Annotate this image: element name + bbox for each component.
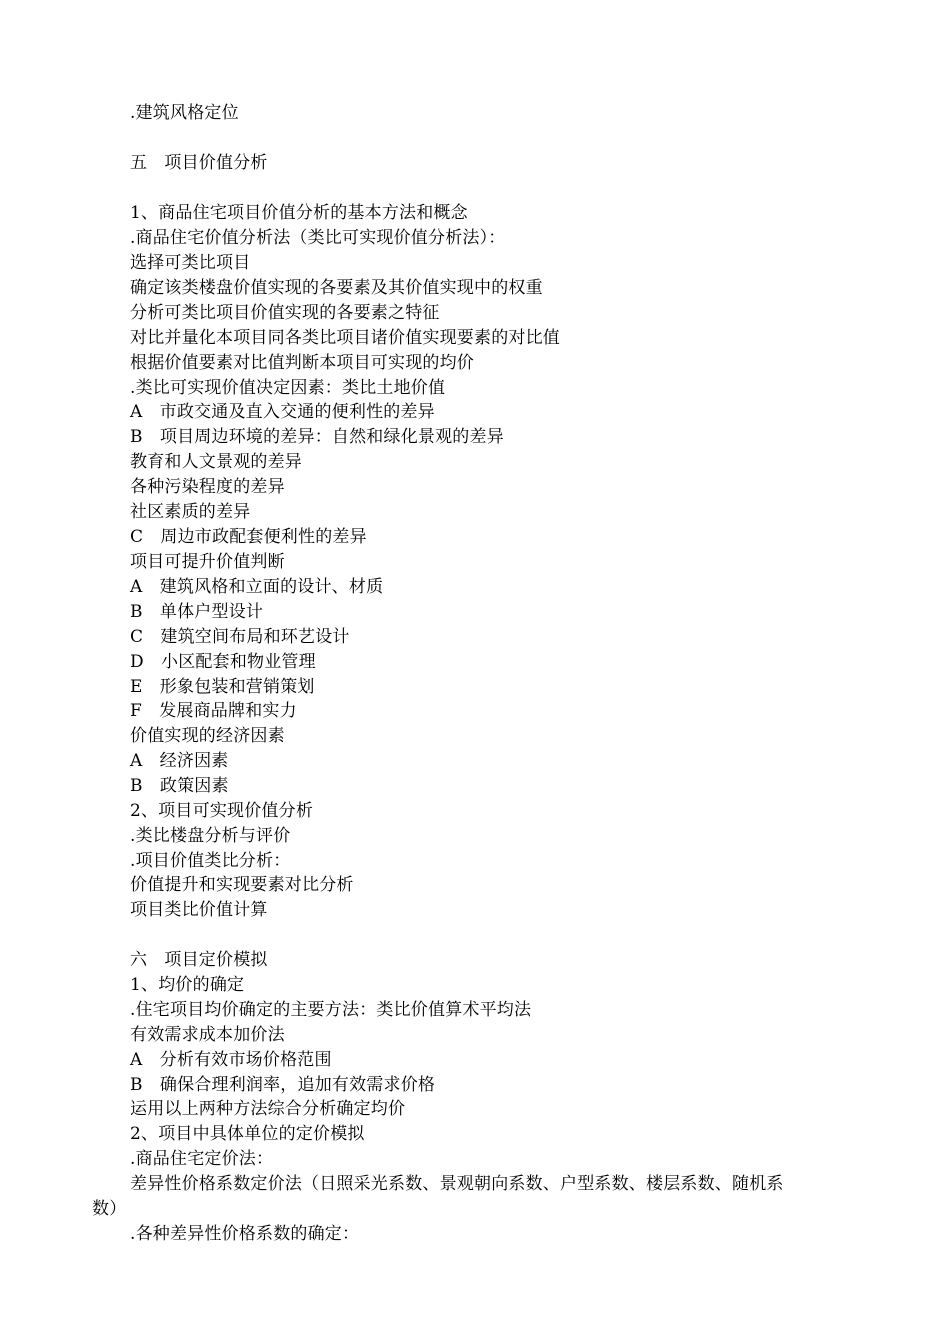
subsection-heading: 1、均价的确定	[130, 975, 245, 995]
text-line: 价值提升和实现要素对比分析	[130, 875, 354, 895]
text-line: 社区素质的差异	[130, 502, 251, 522]
text-line: .类比楼盘分析与评价	[130, 826, 291, 846]
subsection-heading: 2、项目中具体单位的定价模拟	[130, 1124, 365, 1144]
text-line: 确定该类楼盘价值实现的各要素及其价值实现中的权重	[130, 278, 543, 298]
subsection-heading: 1、商品住宅项目价值分析的基本方法和概念	[130, 203, 468, 223]
text-line: 运用以上两种方法综合分析确定均价	[130, 1099, 406, 1119]
text-line: 项目类比价值计算	[130, 900, 268, 920]
section-heading: 五 项目价值分析	[130, 153, 268, 173]
text-line: E 形象包装和营销策划	[130, 677, 315, 697]
text-line: 根据价值要素对比值判断本项目可实现的均价	[130, 353, 474, 373]
text-line: 对比并量化本项目同各类比项目诸价值实现要素的对比值	[130, 328, 560, 348]
text-line: 项目可提升价值判断	[130, 552, 285, 572]
text-line: B 单体户型设计	[130, 602, 264, 622]
text-line: .商品住宅定价法：	[130, 1149, 274, 1169]
text-line: .各种差异性价格系数的确定：	[130, 1224, 360, 1244]
text-line: A 经济因素	[130, 751, 229, 771]
section-heading: 六 项目定价模拟	[130, 950, 268, 970]
text-line: 教育和人文景观的差异	[130, 452, 302, 472]
text-line: A 分析有效市场价格范围	[130, 1050, 332, 1070]
text-line: .住宅项目均价确定的主要方法：类比价值算术平均法	[130, 1000, 532, 1020]
text-line: 选择可类比项目	[130, 253, 251, 273]
subsection-heading: 2、项目可实现价值分析	[130, 801, 314, 821]
text-line: C 建筑空间布局和环艺设计	[130, 627, 350, 647]
text-line: 各种污染程度的差异	[130, 477, 285, 497]
text-line: A 市政交通及直入交通的便利性的差异	[130, 402, 435, 422]
text-line: D 小区配套和物业管理	[130, 652, 316, 672]
text-line: B 项目周边环境的差异：自然和绿化景观的差异	[130, 427, 504, 447]
text-line: .类比可实现价值决定因素：类比土地价值	[130, 378, 446, 398]
text-line: 分析可类比项目价值实现的各要素之特征	[130, 303, 440, 323]
text-line: 差异性价格系数定价法（日照采光系数、景观朝向系数、户型系数、楼层系数、随机系	[130, 1174, 784, 1194]
text-line: .建筑风格定位	[130, 103, 239, 123]
text-line: 价值实现的经济因素	[130, 726, 285, 746]
text-line: 数）	[92, 1199, 127, 1219]
text-line: B 确保合理利润率，追加有效需求价格	[130, 1075, 436, 1095]
text-line: .商品住宅价值分析法（类比可实现价值分析法）：	[130, 228, 506, 248]
text-line: C 周边市政配套便利性的差异	[130, 527, 367, 547]
text-line: B 政策因素	[130, 776, 229, 796]
text-line: A 建筑风格和立面的设计、材质	[130, 577, 384, 597]
text-line: .项目价值类比分析：	[130, 851, 291, 871]
text-line: F 发展商品牌和实力	[130, 701, 297, 721]
text-line: 有效需求成本加价法	[130, 1025, 285, 1045]
